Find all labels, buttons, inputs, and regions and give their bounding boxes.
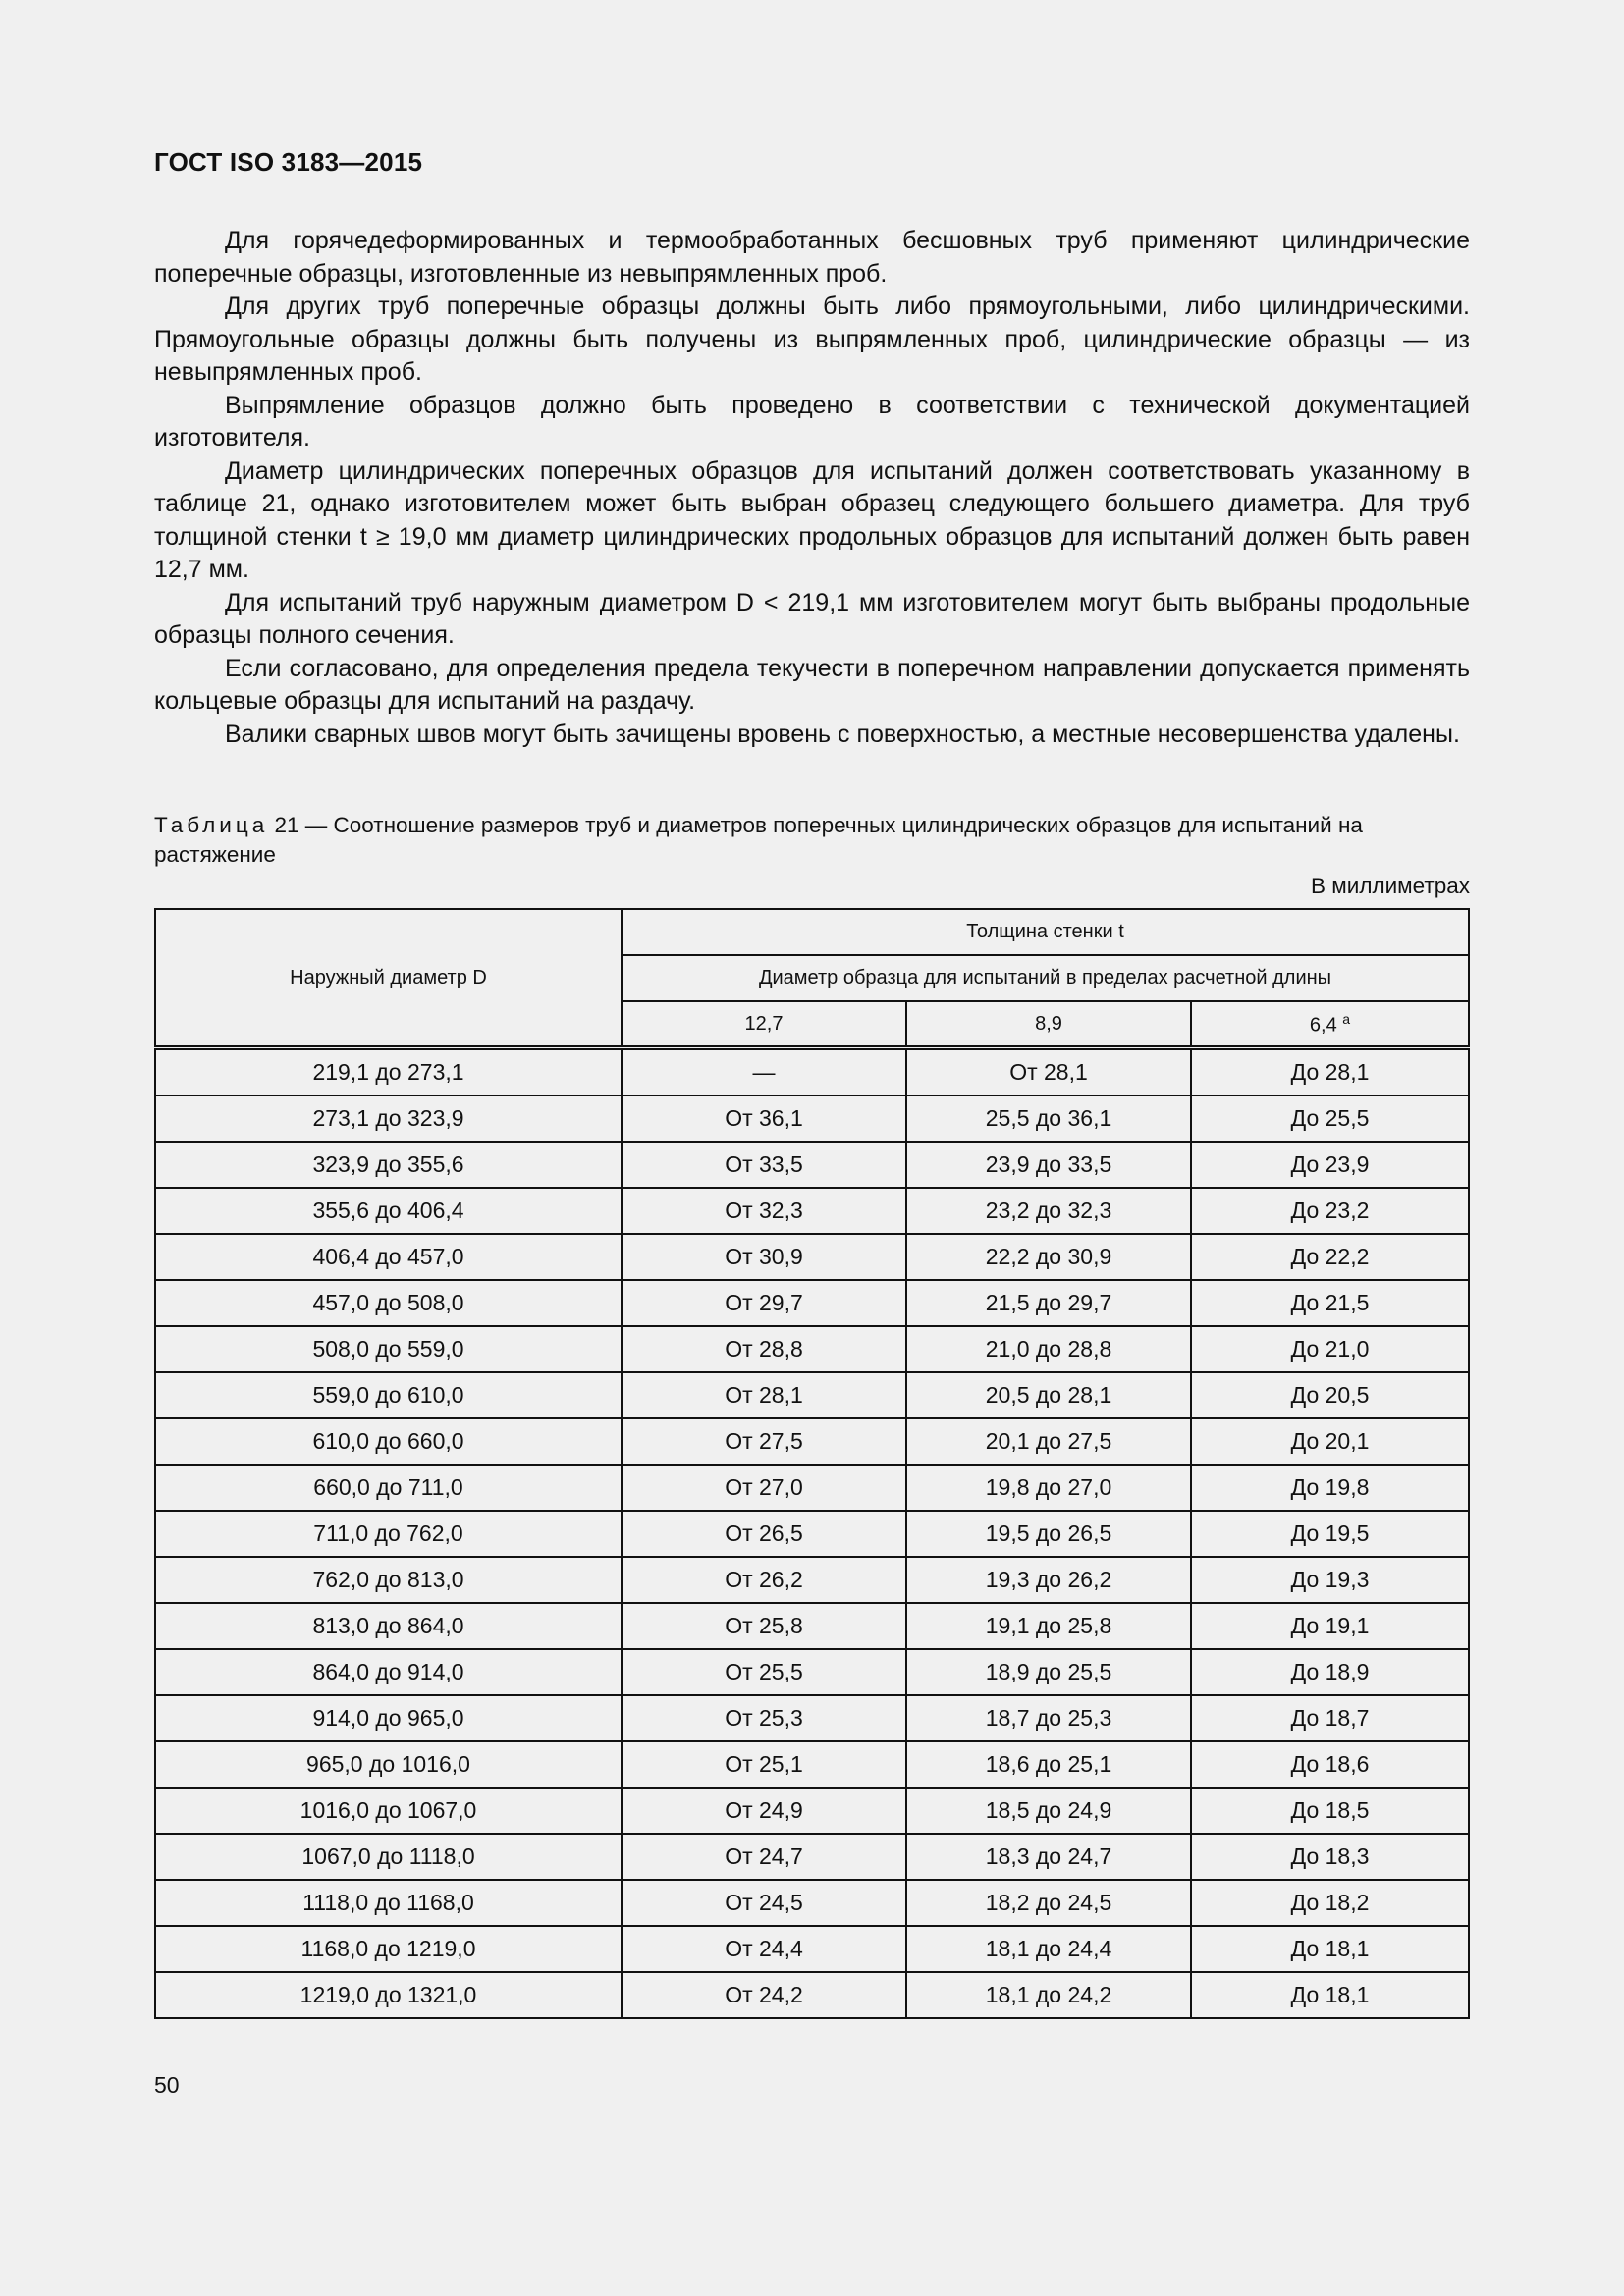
header-diameter-value: 6,4 [1309,1014,1337,1037]
paragraph: Для других труб поперечные образцы должны быть либо прямоугольными, либо цилиндрическими. Прямоугольные образцы должны быть получены из выпрямленных проб, цилиндрические образцы — из невыпрямленных проб. [154,293,1470,386]
table-cell: От 30,9 [622,1234,906,1280]
table-cell: 19,1 до 25,8 [906,1603,1191,1649]
table-cell: 18,2 до 24,5 [906,1880,1191,1926]
table-cell: 406,4 до 457,0 [155,1234,622,1280]
body-text [154,225,1470,751]
table-cell: От 25,3 [622,1695,906,1741]
table-cell: 18,1 до 24,2 [906,1972,1191,2018]
table-cell: От 24,7 [622,1834,906,1880]
table-cell: 18,1 до 24,4 [906,1926,1191,1972]
table-caption [154,811,1470,870]
table-cell: До 18,7 [1191,1695,1469,1741]
table-cell: 711,0 до 762,0 [155,1511,622,1557]
table-cell: До 18,1 [1191,1972,1469,2018]
table-cell: До 25,5 [1191,1095,1469,1142]
table-cell: 323,9 до 355,6 [155,1142,622,1188]
table-row [155,1048,1469,1096]
table-row [155,1326,1469,1372]
table-cell: 19,3 до 26,2 [906,1557,1191,1603]
table-cell: До 18,3 [1191,1834,1469,1880]
table-cell: До 21,0 [1191,1326,1469,1372]
table-cell: 1168,0 до 1219,0 [155,1926,622,1972]
table-cell: 23,9 до 33,5 [906,1142,1191,1188]
table-cell: 21,0 до 28,8 [906,1326,1191,1372]
table-cell: 813,0 до 864,0 [155,1603,622,1649]
table-cell: До 18,5 [1191,1788,1469,1834]
table-cell: До 19,8 [1191,1465,1469,1511]
table-row [155,1188,1469,1234]
table-cell: От 28,8 [622,1326,906,1372]
table-cell: До 19,3 [1191,1557,1469,1603]
table-cell: От 27,5 [622,1418,906,1465]
table-cell: До 19,5 [1191,1511,1469,1557]
table-cell: 20,5 до 28,1 [906,1372,1191,1418]
table-cell: До 18,9 [1191,1649,1469,1695]
header-diameter-col: 8,9 [906,1001,1191,1048]
table-body [155,1048,1469,2019]
table-cell: До 18,6 [1191,1741,1469,1788]
header-specimen-diameter: Диаметр образца для испытаний в пределах расчетной длины [622,955,1469,1001]
table-cell: 610,0 до 660,0 [155,1418,622,1465]
header-diameter-col [1191,1001,1469,1048]
table-cell: От 24,2 [622,1972,906,2018]
table-cell: От 26,2 [622,1557,906,1603]
table-cell: До 21,5 [1191,1280,1469,1326]
table-cell: 559,0 до 610,0 [155,1372,622,1418]
table-cell: 273,1 до 323,9 [155,1095,622,1142]
table-row [155,1372,1469,1418]
table-cell: От 26,5 [622,1511,906,1557]
table-row [155,1741,1469,1788]
footnote-mark: a [1342,1010,1351,1027]
table-cell: — [622,1048,906,1096]
table-cell: 18,6 до 25,1 [906,1741,1191,1788]
paragraph: Диаметр цилиндрических поперечных образцов для испытаний должен соответствовать указанному в таблице 21, однако изготовителем может быть выбран образец следующего большего диаметра. Для труб толщиной стенки t ≥ 19,0 мм диаметр цилиндрических продольных образцов для испытаний должен быть равен 12,7 мм. [154,456,1470,583]
table-cell: От 28,1 [622,1372,906,1418]
table-cell: От 25,8 [622,1603,906,1649]
table-cell: 19,8 до 27,0 [906,1465,1191,1511]
table-row [155,1880,1469,1926]
table-cell: 965,0 до 1016,0 [155,1741,622,1788]
table-caption-label: Таблица [154,813,269,837]
table-row [155,1095,1469,1142]
table-row [155,1603,1469,1649]
table-cell: До 28,1 [1191,1048,1469,1096]
table-cell: До 18,2 [1191,1880,1469,1926]
table-cell: От 25,5 [622,1649,906,1695]
table-row [155,1695,1469,1741]
table-cell: До 22,2 [1191,1234,1469,1280]
table-cell: 1016,0 до 1067,0 [155,1788,622,1834]
table-cell: 18,9 до 25,5 [906,1649,1191,1695]
header-outer-diameter: Наружный диаметр D [155,909,622,1048]
table-row [155,1788,1469,1834]
header-diameter-col: 12,7 [622,1001,906,1048]
table-cell: 508,0 до 559,0 [155,1326,622,1372]
table-cell: От 32,3 [622,1188,906,1234]
paragraph: Валики сварных швов могут быть зачищены вровень с поверхностью, а местные несовершенства удалены. [225,720,1460,748]
table-cell: 18,5 до 24,9 [906,1788,1191,1834]
table-cell: 457,0 до 508,0 [155,1280,622,1326]
table-caption-text: 21 — Соотношение размеров труб и диаметров поперечных цилиндрических образцов для испытаний на растяжение [154,813,1363,867]
table-cell: От 36,1 [622,1095,906,1142]
table-cell: 355,6 до 406,4 [155,1188,622,1234]
paragraph: Для горячедеформированных и термообработанных бесшовных труб применяют цилиндрические поперечные образцы, изготовленные из невыпрямленных проб. [154,227,1470,288]
table-row [155,1234,1469,1280]
table-cell: До 23,2 [1191,1188,1469,1234]
page-number: 50 [154,2072,180,2098]
header-wall-thickness: Толщина стенки t [622,909,1469,955]
table-cell: До 19,1 [1191,1603,1469,1649]
table-cell: 20,1 до 27,5 [906,1418,1191,1465]
table-row [155,1926,1469,1972]
table-row [155,1557,1469,1603]
table-cell: От 29,7 [622,1280,906,1326]
table-row [155,1280,1469,1326]
table-cell: 18,7 до 25,3 [906,1695,1191,1741]
table-cell: От 25,1 [622,1741,906,1788]
table-row [155,1465,1469,1511]
table-cell: От 28,1 [906,1048,1191,1096]
table-cell: 219,1 до 273,1 [155,1048,622,1096]
paragraph: Выпрямление образцов должно быть проведено в соответствии с технической документацией изготовителя. [154,391,1470,452]
table-cell: 864,0 до 914,0 [155,1649,622,1695]
document-header: ГОСТ ISO 3183—2015 [154,147,423,177]
table-cell: От 24,5 [622,1880,906,1926]
paragraph: Для испытаний труб наружным диаметром D < 219,1 мм изготовителем могут быть выбраны продольные образцы полного сечения. [154,588,1470,649]
table-cell: От 24,9 [622,1788,906,1834]
table-cell: 22,2 до 30,9 [906,1234,1191,1280]
table-cell: 660,0 до 711,0 [155,1465,622,1511]
table-cell: 25,5 до 36,1 [906,1095,1191,1142]
table-cell: 23,2 до 32,3 [906,1188,1191,1234]
table-row [155,1834,1469,1880]
paragraph: Если согласовано, для определения предела текучести в поперечном направлении допускается применять кольцевые образцы для испытаний на раздачу. [154,654,1470,715]
table-row [155,1649,1469,1695]
table-cell: 914,0 до 965,0 [155,1695,622,1741]
table-cell: 21,5 до 29,7 [906,1280,1191,1326]
table-cell: 18,3 до 24,7 [906,1834,1191,1880]
table-cell: 1219,0 до 1321,0 [155,1972,622,2018]
table-cell: 1118,0 до 1168,0 [155,1880,622,1926]
data-table [154,908,1470,2019]
table-row [155,1972,1469,2018]
table-cell: 1067,0 до 1118,0 [155,1834,622,1880]
table-cell: До 23,9 [1191,1142,1469,1188]
table-cell: 19,5 до 26,5 [906,1511,1191,1557]
table-cell: 762,0 до 813,0 [155,1557,622,1603]
table-cell: До 20,5 [1191,1372,1469,1418]
table-row [155,1418,1469,1465]
table-cell: От 33,5 [622,1142,906,1188]
table-cell: От 27,0 [622,1465,906,1511]
table-cell: От 24,4 [622,1926,906,1972]
table-cell: До 20,1 [1191,1418,1469,1465]
table-cell: До 18,1 [1191,1926,1469,1972]
table-units: В миллиметрах [1311,874,1470,898]
table-row [155,1511,1469,1557]
table-row [155,1142,1469,1188]
